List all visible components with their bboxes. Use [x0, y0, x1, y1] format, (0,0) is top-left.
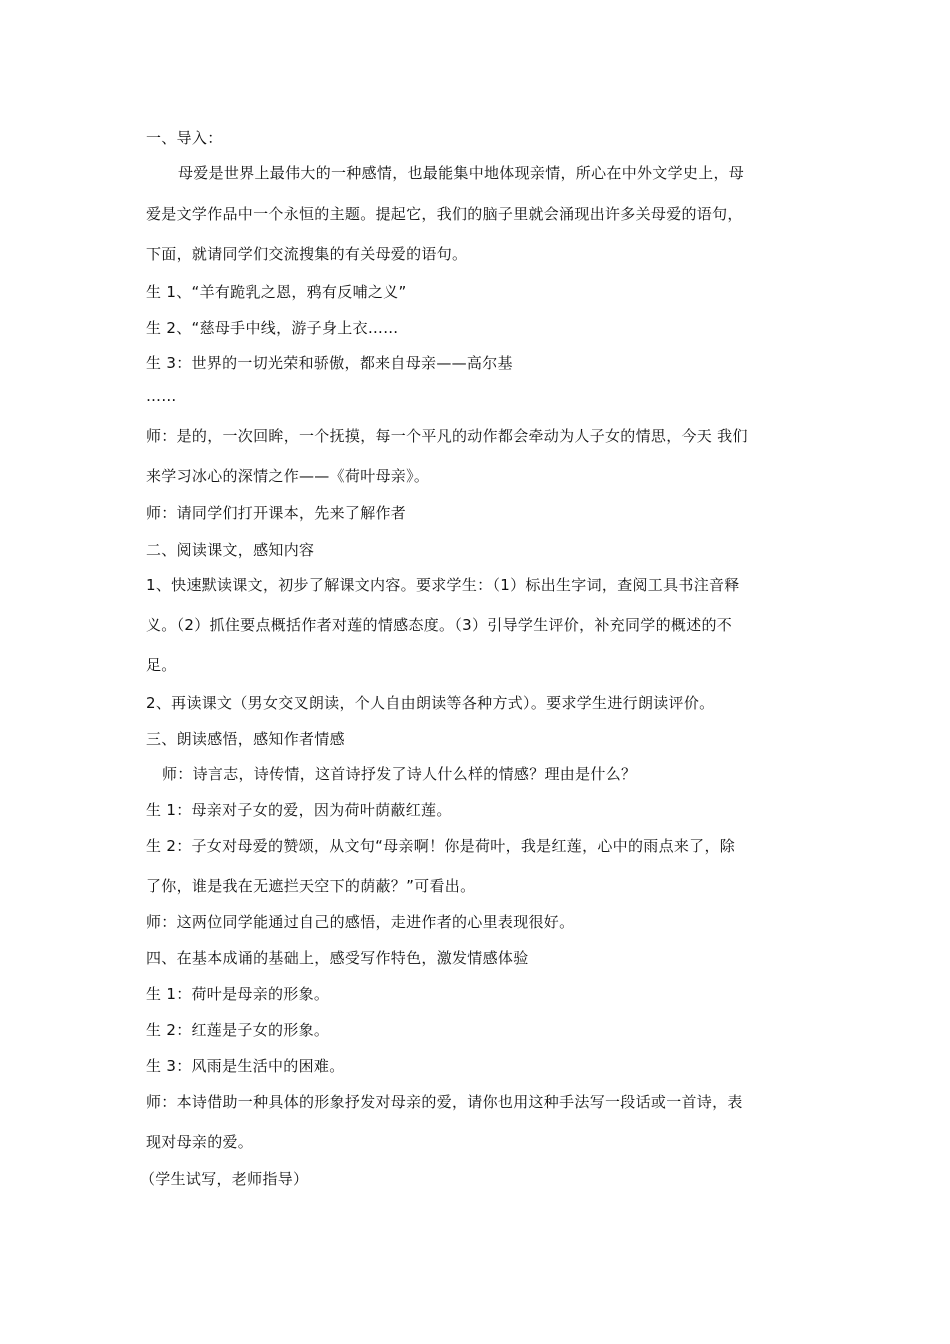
student-answer-1: 生 1：荷叶是母亲的形象。 [146, 985, 330, 1003]
paragraph-line: 母爱是世界上最伟大的一种感情，也最能集中地体现亲情，所心在中外文学史上，母 [178, 164, 745, 182]
teacher-instruction: 师：本诗借助一种具体的形象抒发对母亲的爱，请你也用这种手法写一段话或一首诗，表 [146, 1093, 743, 1111]
student-quote-1: 生 1、“羊有跪乳之恩，鸦有反哺之义” [146, 283, 407, 301]
activity-note: （学生试写，老师指导） [140, 1170, 309, 1188]
student-quote-2: 生 2、“慈母手中线，游子身上衣…… [146, 319, 399, 337]
section-heading-feeling: 三、朗读感悟，感知作者情感 [146, 730, 345, 748]
ellipsis-line: …… [146, 387, 177, 405]
teacher-question: 师：诗言志，诗传情，这首诗抒发了诗人什么样的情感？理由是什么？ [162, 765, 637, 783]
student-answer-2: 生 2：子女对母爱的赞颂，从文句“母亲啊！你是荷叶，我是红莲，心中的雨点来了，除 [146, 837, 736, 855]
student-answer-2-cont: 了你，谁是我在无遮拦天空下的荫蔽？”可看出。 [146, 877, 476, 895]
teacher-comment: 师：这两位同学能通过自己的感悟，走进作者的心里表现很好。 [146, 913, 575, 931]
teacher-line-cont: 来学习冰心的深情之作——《荷叶母亲》。 [146, 467, 430, 485]
paragraph-line: 义。（2）抓住要点概括作者对莲的情感态度。（3）引导学生评价，补充同学的概述的不 [146, 616, 733, 634]
paragraph-line: 足。 [146, 656, 177, 674]
student-answer-1: 生 1：母亲对子女的爱，因为荷叶荫蔽红莲。 [146, 801, 452, 819]
section-heading-intro: 一、导入： [146, 129, 223, 147]
section-heading-writing: 四、在基本成诵的基础上，感受写作特色，激发情感体验 [146, 949, 529, 967]
teacher-line: 师：请同学们打开课本，先来了解作者 [146, 504, 407, 522]
paragraph-line: 下面，就请同学们交流搜集的有关母爱的语句。 [146, 245, 468, 263]
student-answer-3: 生 3：风雨是生活中的困难。 [146, 1057, 345, 1075]
teacher-line: 师：是的，一次回眸，一个抚摸，每一个平凡的动作都会牵动为人子女的情思，今天 我们 [146, 427, 748, 445]
paragraph-line: 1、快速默读课文，初步了解课文内容。要求学生：（1）标出生字词，查阅工具书注音释 [146, 576, 740, 594]
paragraph-line: 2、再读课文（男女交叉朗读，个人自由朗读等各种方式）。要求学生进行朗读评价。 [146, 694, 715, 712]
paragraph-line: 爱是文学作品中一个永恒的主题。提起它，我们的脑子里就会涌现出许多关母爱的语句， [146, 205, 743, 223]
student-answer-2: 生 2：红莲是子女的形象。 [146, 1021, 330, 1039]
student-quote-3: 生 3：世界的一切光荣和骄傲，都来自母亲——高尔基 [146, 354, 513, 372]
section-heading-reading: 二、阅读课文，感知内容 [146, 541, 315, 559]
teacher-instruction-cont: 现对母亲的爱。 [146, 1133, 254, 1151]
